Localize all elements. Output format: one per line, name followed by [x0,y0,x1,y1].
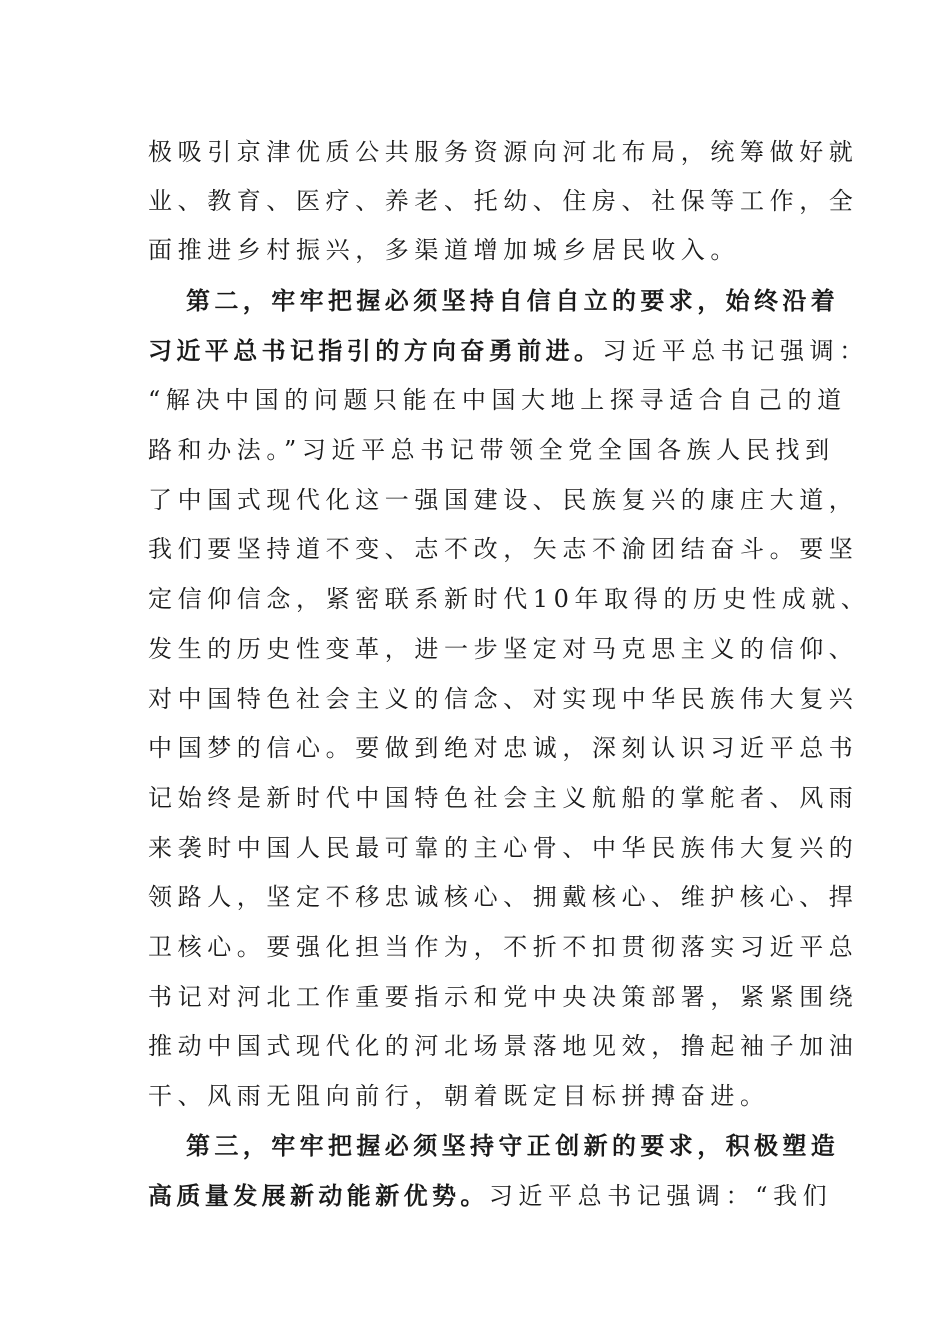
heading-text: 第二，牢牢把握必须坚持自信自立的要求，始终沿着 [186,286,840,315]
text-line [148,1026,858,1066]
text-line [148,230,740,270]
text-line [148,877,858,917]
text-line [148,1176,832,1216]
text-line [186,1126,839,1166]
text-line [148,380,847,420]
line-text: 习近平总书记强调：“我们 [488,1182,833,1210]
line-text: 业、教育、医疗、养老、托幼、住房、社保等工作，全 [148,187,859,215]
text-line [148,629,858,669]
text-line [148,181,858,221]
text-line [186,281,839,321]
heading-text: 高质量发展新动能新优势。 [148,1181,489,1210]
line-text: 定信仰信念，紧密联系新时代10年取得的历史性成就、 [148,585,871,613]
line-text: 我们要坚持道不变、志不改，矢志不渝团结奋斗。要坚 [148,535,859,563]
line-text: 书记对河北工作重要指示和党中央决策部署，紧紧围绕 [148,983,859,1011]
text-line [148,132,858,172]
text-line [148,579,871,619]
line-text: 推动中国式现代化的河北场景落地见效，撸起袖子加油 [148,1032,859,1060]
line-text: 面推进乡村振兴，多渠道增加城乡居民收入。 [148,236,740,264]
line-text: 了中国式现代化这一强国建设、民族复兴的康庄大道， [148,486,859,514]
heading-text: 习近平总书记指引的方向奋勇前进。 [148,336,603,365]
text-line [148,430,835,470]
line-text: 对中国特色社会主义的信念、对实现中华民族伟大复兴 [148,685,859,713]
line-text: 记始终是新时代中国特色社会主义航船的掌舵者、风雨 [148,784,859,812]
line-text: 来袭时中国人民最可靠的主心骨、中华民族伟大复兴的 [148,834,859,862]
text-line [148,1076,770,1116]
line-text: 干、风雨无阻向前行，朝着既定目标拼搏奋进。 [148,1082,770,1110]
text-line [148,728,858,768]
text-line [148,927,858,967]
text-line [148,679,858,719]
text-line [148,529,858,569]
line-text: 发生的历史性变革，进一步坚定对马克思主义的信仰、 [148,635,859,663]
text-line [148,331,869,371]
text-line [148,828,858,868]
line-text: 习近平总书记强调： [602,337,869,365]
line-text: 领路人，坚定不移忠诚核心、拥戴核心、维护核心、捍 [148,883,859,911]
heading-text: 第三，牢牢把握必须坚持守正创新的要求，积极塑造 [186,1131,840,1160]
line-text: 中国梦的信心。要做到绝对忠诚，深刻认识习近平总书 [148,734,859,762]
line-text: 路和办法。”习近平总书记带领全党全国各族人民找到 [148,436,835,464]
line-text: “解决中国的问题只能在中国大地上探寻适合自己的道 [148,386,847,414]
line-text: 卫核心。要强化担当作为，不折不扣贯彻落实习近平总 [148,933,859,961]
text-line [148,977,858,1017]
text-line [148,480,858,520]
line-text: 极吸引京津优质公共服务资源向河北布局，统筹做好就 [148,138,859,166]
text-line [148,778,858,818]
